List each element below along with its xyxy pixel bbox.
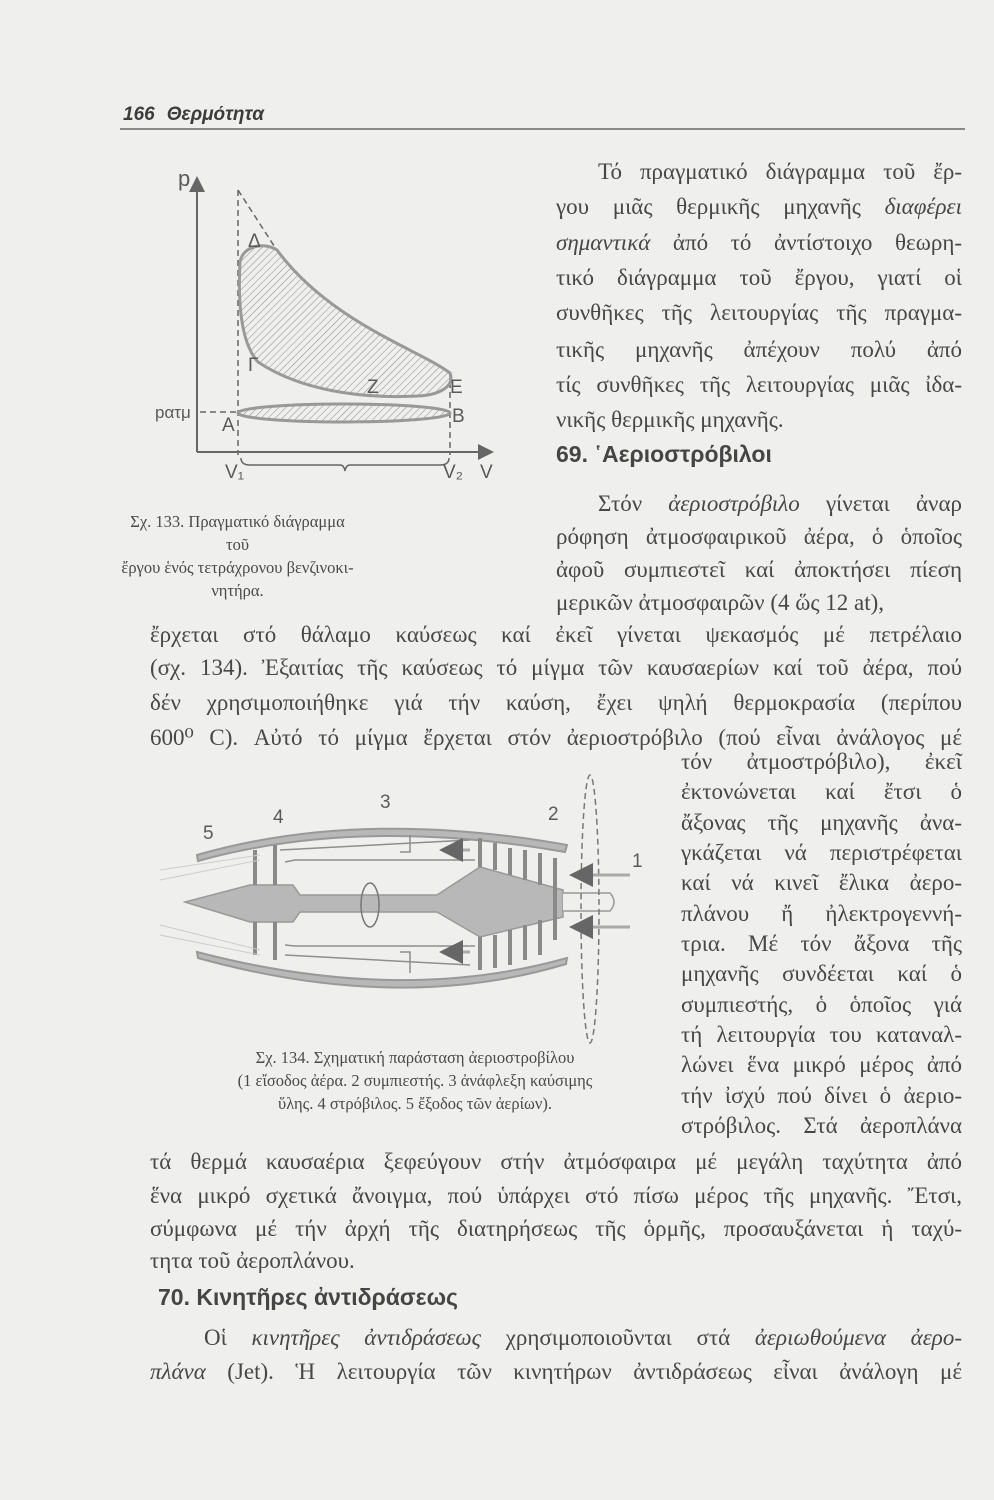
caption-line: (1 εἴσοδος ἀέρα. 2 συμπιεστής. 3 ἀνάφλεξη καύσιμης [237, 1071, 593, 1090]
text-line: Τό πραγματικό διάγραμμα τοῦ ἔρ- [598, 159, 962, 184]
text-line: τή λειτουργία του καταναλ- [681, 1022, 962, 1047]
callout-3: 3 [380, 792, 391, 813]
chapter-title: Θερμότητα [166, 104, 265, 125]
emphasis: πλάνα [150, 1359, 206, 1384]
text-line: στρόβιλος. Στά ἀεροπλάνα [681, 1113, 962, 1138]
text-segment: Στόν [598, 491, 669, 516]
volume-brace [241, 458, 449, 471]
emphasis: κινητῆρες ἀντιδράσεως [251, 1325, 481, 1350]
text-line: συμπιεστής, ὁ ὁποῖος γιά [681, 992, 962, 1017]
text-line: συνθῆκες τῆς λειτουργίας τῆς πραγμα- [556, 300, 962, 325]
text-line: καί νά κινεῖ ἔλικα ἀερο- [681, 870, 962, 895]
callout-4: 4 [273, 807, 284, 828]
text-segment: γου μιᾶς θερμικῆς μηχανῆς [556, 194, 885, 219]
text-line: σύμφωνα μέ τήν ἀρχή τῆς διατηρήσεως τῆς ὁρμῆς, προσαυξάνεται ἡ ταχύ- [150, 1216, 962, 1241]
text-line [556, 230, 962, 256]
label-A: A [222, 415, 235, 436]
text-line: τόν ἀτμοστρόβιλο), ἐκεῖ [681, 749, 962, 774]
figure-134-caption [180, 1046, 650, 1115]
text-line: τρια. Μέ τόν ἄξονα τῆς [681, 931, 962, 956]
nose-spinner [563, 893, 614, 911]
text-line: 600⁰ C). Αὐτό τό μίγμα ἔρχεται στόν ἀεριοστρόβιλο (πού εἶναι ἀνάλογος μέ [150, 725, 962, 750]
label-V2: V₂ [443, 462, 464, 483]
text-segment: ἀπό τό ἀντίστοιχο θεωρη- [650, 230, 962, 255]
page-number: 166 [123, 104, 155, 125]
emphasis: σημαντικά [556, 230, 651, 255]
work-loop [239, 246, 451, 397]
text-line: γκάζεται νά περιστρέφεται [681, 840, 962, 865]
caption-line: νητήρα. [211, 581, 264, 600]
callout-1: 1 [632, 851, 643, 872]
figure-133-caption [120, 510, 355, 602]
rotor [185, 867, 563, 937]
text-line: μηχανῆς συνδέεται καί ὁ [681, 961, 962, 986]
section-heading-70: 70. Κινητῆρες ἀντιδράσεως [158, 1284, 458, 1310]
caption-line: ἔργου ἑνός τετράχρονου βενζινοκι- [121, 558, 354, 577]
text-line: δέν χρησιμοποιήθηκε γιά τήν καύση, ἔχει ψηλή θερμοκρασία (περίπου [150, 690, 962, 715]
text-line: (σχ. 134). Ἐξαιτίας τῆς καύσεως τό μίγμα τῶν καυσαερίων καί τοῦ ἀέρα, πού [150, 655, 962, 680]
text-line: λώνει ἕνα μικρό μέρος ἀπό [681, 1052, 962, 1077]
text-segment: γίνεται ἀναρ [799, 491, 962, 516]
pumping-loop [238, 404, 450, 422]
callout-2: 2 [548, 804, 559, 825]
emphasis: ἀεριοστρόβιλο [668, 491, 800, 516]
section-heading-69: 69. ῾Αεριοστρόβιλοι [556, 441, 772, 467]
label-Delta: Δ [248, 231, 261, 252]
text-line [150, 1325, 962, 1351]
text-line [556, 194, 962, 220]
emphasis: διαφέρει [884, 194, 962, 219]
text-line: τήν ἰσχύ πού δίνει ὁ ἀεριο- [681, 1083, 962, 1108]
label-B: B [452, 406, 465, 427]
label-Z: Z [367, 377, 379, 398]
text-line: ἄξονας τῆς μηχανῆς ἀνα- [681, 810, 962, 835]
text-line: ἐκτονώνεται καί ἔτσι ὁ [681, 779, 962, 804]
text-line: ἔρχεται στό θάλαμο καύσεως καί ἐκεῖ γίνεται ψεκασμός μέ πετρέλαιο [150, 622, 962, 647]
callout-5: 5 [203, 823, 214, 844]
text-line [150, 1359, 962, 1385]
caption-line: ὕλης. 4 στρόβιλος. 5 ἔξοδος τῶν ἀερίων). [278, 1094, 552, 1113]
text-line: ἕνα μικρό σχετικά ἄνοιγμα, πού ὑπάρχει στό πίσω μέρος τῆς μηχανῆς. Ἔτσι, [150, 1183, 962, 1208]
label-p: p [178, 166, 191, 191]
caption-line: Σχ. 134. Σχηματική παράσταση ἀεριοστροβίλου [255, 1048, 575, 1067]
label-patm: pατμ [155, 403, 191, 422]
emphasis: ἀεριωθούμενα ἀερο- [754, 1325, 962, 1350]
text-line: μερικῶν ἀτμοσφαιρῶν (4 ὥς 12 at), [556, 590, 884, 615]
text-line: ἀφοῦ συμπιεστεῖ καί ἀποκτήσει πίεση [556, 557, 962, 582]
text-line: τά θερμά καυσαέρια ξεφεύγουν στήν ἀτμόσφαιρα μέ μεγάλη ταχύτητα ἀπό [150, 1149, 962, 1174]
text-line: ρόφηση ἀτμοσφαιρικοῦ ἀέρα, ὁ ὁποῖος [556, 524, 962, 549]
label-V1: V₁ [225, 462, 245, 483]
text-line: τητα τοῦ ἀεροπλάνου. [150, 1248, 355, 1273]
label-V: V [480, 462, 493, 483]
label-Gamma: Γ [248, 355, 259, 376]
text-line: τικῆς μηχανῆς ἀπέχουν πολύ ἀπό [556, 337, 962, 362]
text-line: πλάνου ἤ ἠλεκτρογεννή- [681, 901, 962, 926]
text-segment: Οἱ [204, 1325, 252, 1350]
text-segment: χρησιμοποιοῦνται στά [480, 1325, 755, 1350]
text-line [556, 491, 962, 517]
text-line: τίς συνθῆκες τῆς λειτουργίας μιᾶς ἰδα- [556, 372, 962, 397]
text-segment: (Jet). Ἡ λειτουργία τῶν κινητήρων ἀντιδράσεως εἶναι ἀνάλογη μέ [205, 1359, 962, 1384]
label-E: E [450, 377, 463, 398]
text-line: τικό διάγραμμα τοῦ ἔργου, γιατί οἱ [556, 265, 962, 290]
text-line: νικῆς θερμικῆς μηχανῆς. [556, 407, 784, 432]
caption-line: Σχ. 133. Πραγματικό διάγραμμα τοῦ [130, 512, 345, 554]
figure-134-gas-turbine [160, 775, 643, 1043]
